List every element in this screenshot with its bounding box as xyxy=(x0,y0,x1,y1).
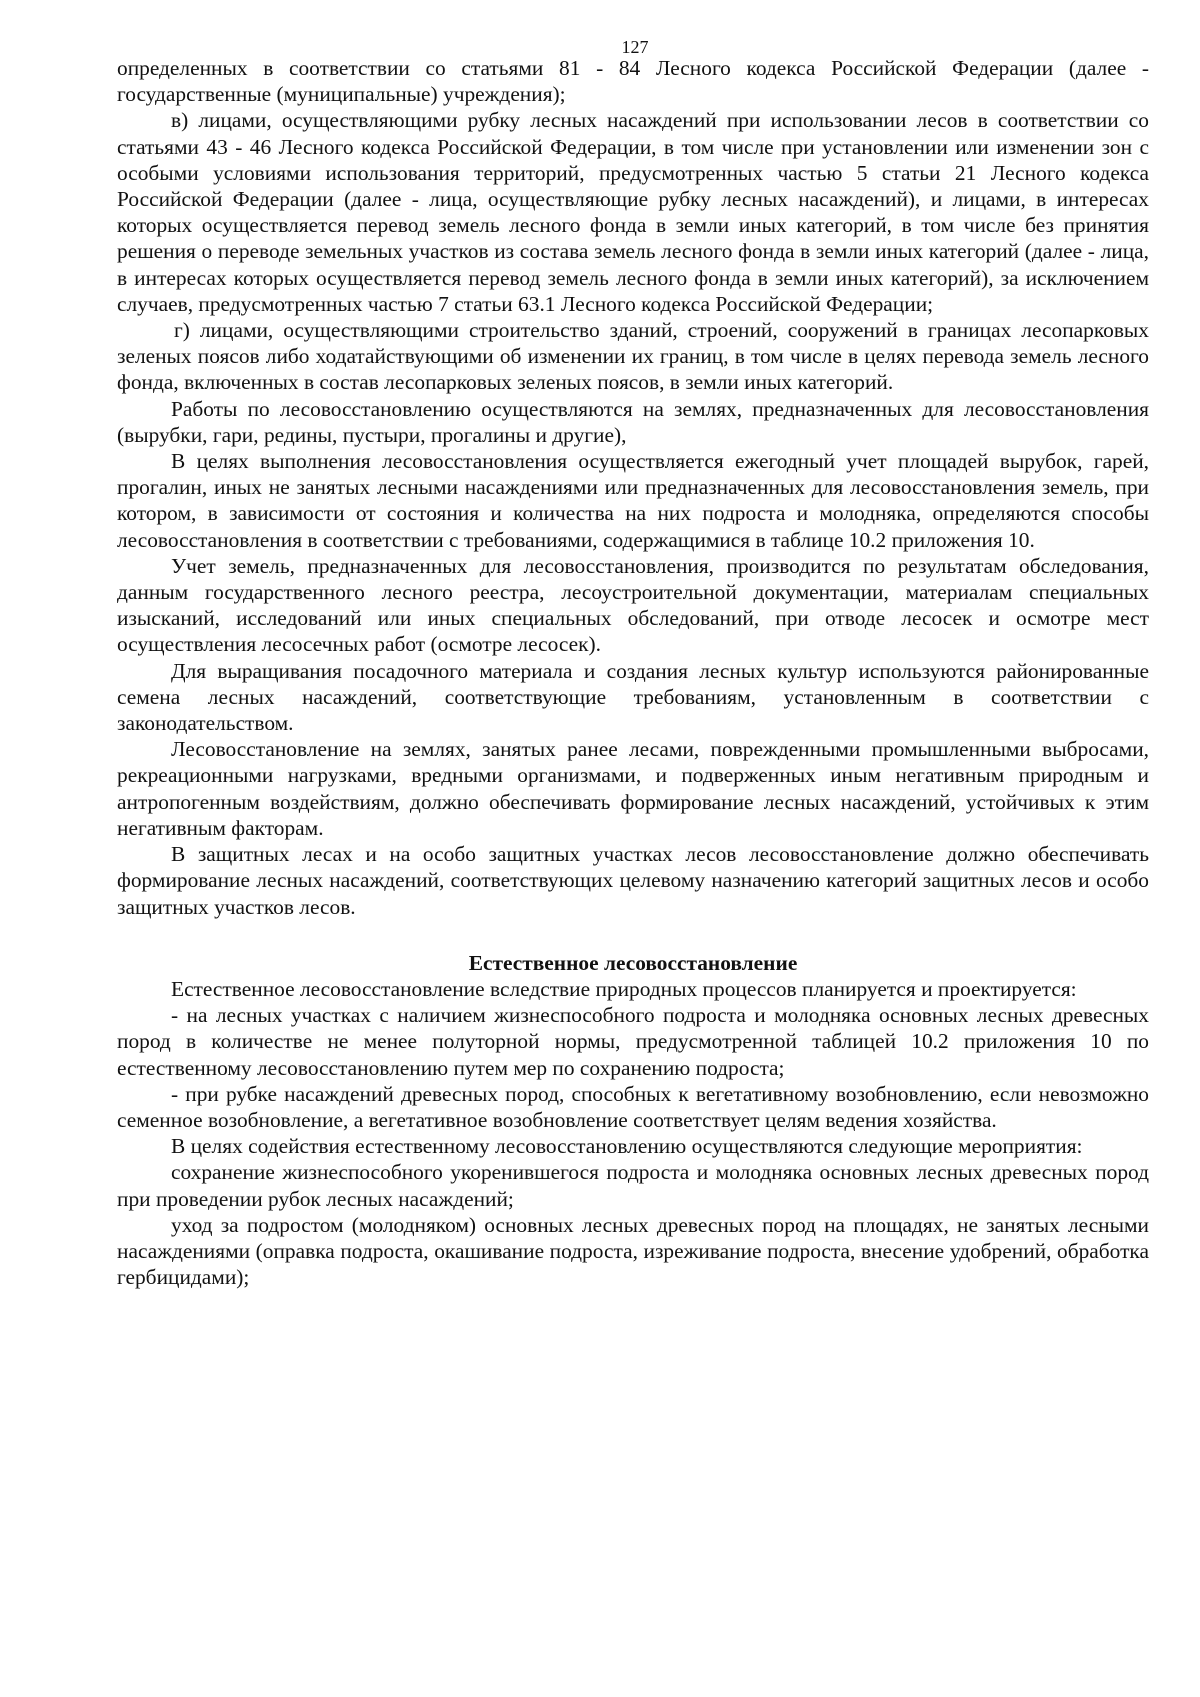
paragraph-damaged-forests: Лесовосстановление на землях, занятых ранее лесами, поврежденными промышленными выбросами, рекреационными нагрузками, вредными организмами, и подверженных иным негативным природным и антропогенным воздействиям, должно обеспечивать формирование лесных насаждений, устойчивых к этим негативным факторам. xyxy=(117,737,1149,840)
paragraph-planting-material: Для выращивания посадочного материала и создания лесных культур используются районированные семена лесных насаждений, соответствующие требованиям, установленным в соответствии с законодательством. xyxy=(117,658,1149,736)
list-item-preservation: сохранение жизнеспособного укоренившегося подроста и молодняка основных лесных древесных пород при проведении рубок лесных насаждений; xyxy=(117,1160,1149,1211)
section-title: Естественное лесовосстановление xyxy=(468,950,798,975)
list-item-undergrowth-care: уход за подростом (молодняком) основных лесных древесных пород на площадях, не занятых лесными насаждениями (оправка подроста, окашивание подроста, изреживание подроста, внесение удобрений, обработка гербицидами); xyxy=(117,1212,1149,1290)
paragraph-reforestation-works: Работы по лесовосстановлению осуществляются на землях, предназначенных для лесовосстановления (вырубки, гари, редины, пустыри, прогалины и другие), xyxy=(117,396,1149,447)
paragraph-natural-reforestation: Естественное лесовосстановление вследствие природных процессов планируется и проектируется: xyxy=(171,976,1077,1001)
paragraph-protective-forests: В защитных лесах и на особо защитных участках лесов лесовосстановление должно обеспечивать формирование лесных насаждений, соответствующих целевому назначению категорий защитных лесов и особо защитных участков лесов. xyxy=(117,842,1149,919)
paragraph-item-v: в) лицами, осуществляющими рубку лесных насаждений при использовании лесов в соответствии со статьями 43 - 46 Лесного кодекса Российской Федерации, в том числе при установлении или изменении зон с особыми условиями использования территорий, предусмотренных частью 5 статьи 21 Лесного кодекса Российской Федерации (далее - лица, осуществляющие рубку лесных насаждений), и лицами, в интересах которых осуществляется перевод земель лесного фонда в земли иных категорий, в том числе без принятия решения о переводе земельных участков из состава земель лесного фонда в земли иных категорий (далее - лица, в интересах которых осуществляется перевод земель лесного фонда в земли иных категорий), за исключением случаев, предусмотренных частью 7 статьи 63.1 Лесного кодекса Российской Федерации; xyxy=(117,108,1149,316)
document-body xyxy=(117,55,1149,1290)
list-item-undergrowth-plots: - на лесных участках с наличием жизнеспособного подроста и молодняка основных лесных древесных пород в количестве не менее полуторной нормы, предусмотренной таблицей 10.2 приложения 10 по естественному лесовосстановлению путем мер по сохранению подроста; xyxy=(117,1003,1149,1080)
paragraph-item-g: г) лицами, осуществляющими строительство зданий, строений, сооружений в границах лесопарковых зеленых поясов либо ходатайствующими об изменении их границ, в том числе в целях перевода земель лесного фонда, включенных в состав лесопарковых зеленых поясов, в земли иных категорий. xyxy=(117,318,1149,395)
paragraph-continuation: определенных в соответствии со статьями 81 - 84 Лесного кодекса Российской Федерации (далее - государственные (муниципальные) учреждения); xyxy=(117,56,1149,107)
paragraph-land-accounting: Учет земель, предназначенных для лесовосстановления, производится по результатам обследования, данным государственного лесного реестра, лесоустроительной документации, материалам специальных изысканий, исследований или иных специальных обследований, при отводе лесосек и осмотре мест осуществления лесосечных работ (осмотре лесосек). xyxy=(117,553,1149,657)
paragraph-assistance-measures: В целях содействия естественному лесовосстановлению осуществляются следующие мероприятия: xyxy=(171,1134,1083,1159)
list-item-vegetative-renewal: - при рубке насаждений древесных пород, способных к вегетативному возобновлению, если невозможно семенное возобновление, а вегетативное возобновление соответствует целям ведения хозяйства. xyxy=(117,1081,1149,1132)
paragraph-annual-accounting: В целях выполнения лесовосстановления осуществляется ежегодный учет площадей вырубок, гарей, прогалин, иных не занятых лесными насаждениями или предназначенных для лесовосстановления земель, при котором, в зависимости от состояния и количества на них подроста и молодняка, определяются способы лесовосстановления в соответствии с требованиями, содержащимися в таблице 10.2 приложения 10. xyxy=(117,449,1149,552)
page-number: 127 xyxy=(621,37,649,57)
